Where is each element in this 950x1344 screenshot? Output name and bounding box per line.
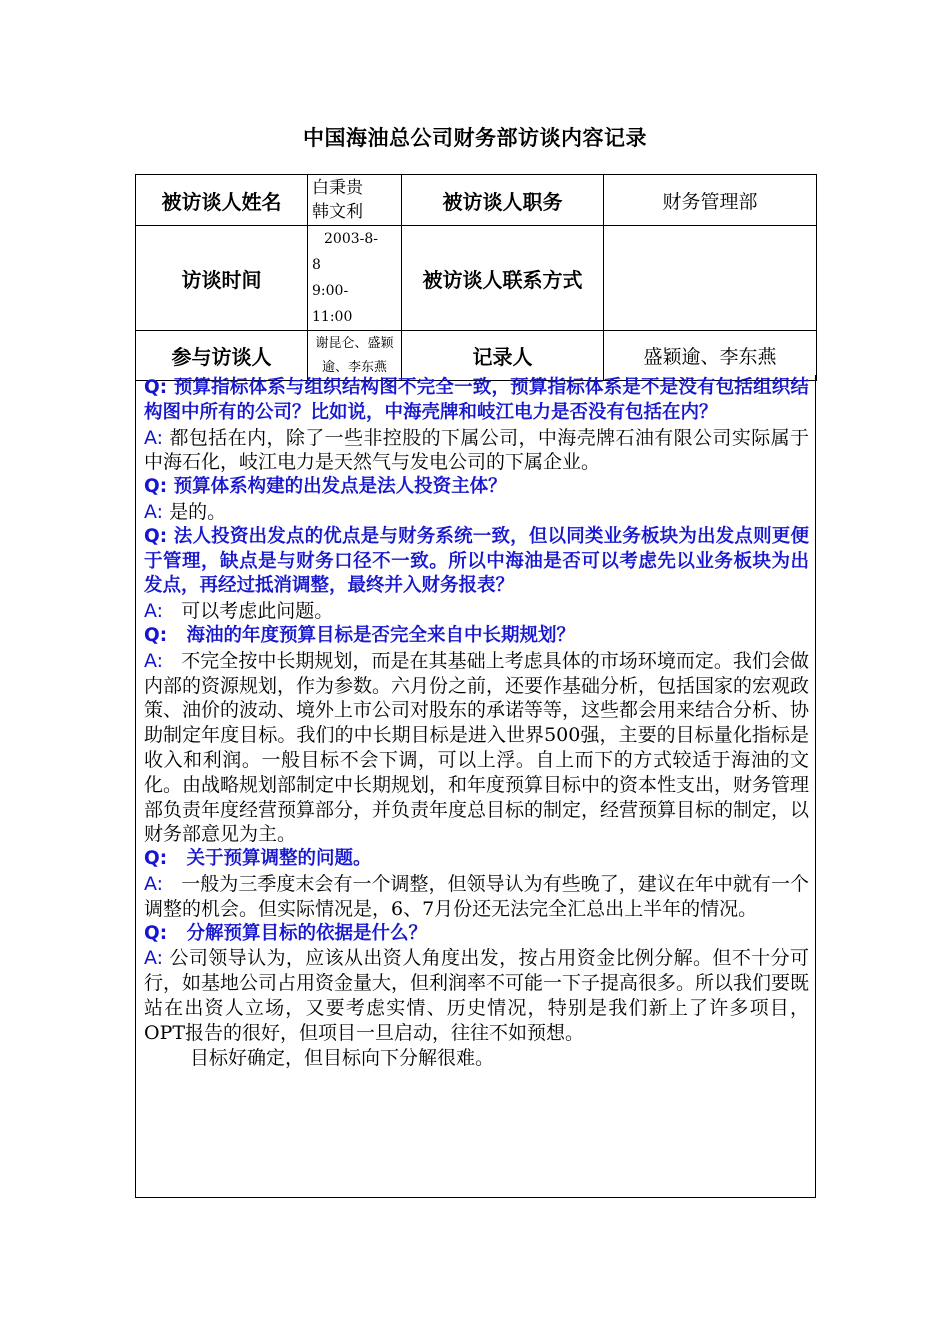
a-mark: A: xyxy=(144,600,164,623)
answer-text: 一般为三季度末会有一个调整，但领导认为有些晚了，建议在年中就有一个调整的机会。但实际情况是，6、7月份还无法完全汇总出上半年的情况。 xyxy=(144,872,809,920)
a-mark: A: xyxy=(144,426,164,449)
interview-time-line-1: 9:00- xyxy=(312,283,349,299)
participants-line-2: 逾、李东燕 xyxy=(321,359,387,375)
question-text: 分解预算目标的依据是什么？ xyxy=(186,922,427,944)
answer-3 xyxy=(144,599,809,624)
question-text: 预算体系构建的出发点是法人投资主体？ xyxy=(173,476,507,498)
answer-text: 可以考虑此问题。 xyxy=(181,600,334,623)
q-mark: Q: xyxy=(144,922,168,944)
participants-label: 参与访谈人 xyxy=(136,331,308,381)
interviewee-position-label: 被访谈人职务 xyxy=(402,175,604,226)
contact-label: 被访谈人联系方式 xyxy=(402,226,604,331)
interview-time-line-2: 11:00 xyxy=(312,309,353,325)
answer-6 xyxy=(144,946,809,1045)
interviewee-names xyxy=(308,175,402,226)
question-text: 法人投资出发点的优点是与财务系统一致，但以同类业务板块为出发点则更便于管理，缺点是与财务口径不一致。所以中海油是否可以考虑先以业务板块为出发点，再经过抵消调整，最终并入财务报表？ xyxy=(144,525,809,597)
interview-info-table xyxy=(135,174,817,381)
answer-text: 都包括在内，除了一些非控股的下属公司，中海壳牌石油有限公司实际属于中海石化，岐江电力是天然气与发电公司的下属企业。 xyxy=(144,426,809,474)
contact-value xyxy=(604,226,817,331)
answer-2 xyxy=(144,500,809,525)
answer-1 xyxy=(144,426,809,476)
question-text: 关于预算调整的问题。 xyxy=(186,848,372,870)
question-2 xyxy=(144,475,809,500)
question-text: 预算指标体系与组织结构图不完全一致，预算指标体系是不是没有包括组织结构图中所有的公司？比如说，中海壳牌和岐江电力是否没有包括在内？ xyxy=(144,377,809,423)
question-6 xyxy=(144,922,809,947)
closing-note: 目标好确定，但目标向下分解很难。 xyxy=(190,1046,495,1069)
qa-section xyxy=(135,375,816,1198)
question-3 xyxy=(144,525,809,599)
a-mark: A: xyxy=(144,649,164,672)
q-mark: Q: xyxy=(144,476,168,498)
interviewee-position: 财务管理部 xyxy=(604,175,817,226)
answer-5 xyxy=(144,872,809,922)
interview-date-line-2: 8 xyxy=(312,257,321,273)
question-text: 海油的年度预算目标是否完全来自中长期规划？ xyxy=(186,624,575,646)
question-5 xyxy=(144,847,809,872)
page-title: 中国海油总公司财务部访谈内容记录 xyxy=(303,126,647,150)
q-mark: Q: xyxy=(144,624,168,646)
answer-text: 不完全按中长期规划，而是在其基础上考虑具体的市场环境而定。我们会做内部的资源规划，作为参数。六月份之前，还要作基础分析，包括国家的宏观政策、油价的波动、境外上市公司对股东的承诺等等，这些都会用来结合分析、协助制定年度目标。我们的中长期目标是进入世界500强，主要的目标量化指标是收入和利润。一般目标不会下调，可以上浮。自上而下的方式较适于海油的文化。由战略规划部制定中长期规划，和年度预算目标中的资本性支出，财务管理部负责年度经营预算部分，并负责年度总目标的制定，经营预算目标的制定，以财务部意见为主。 xyxy=(144,649,810,846)
interview-date-line-1: 2003-8- xyxy=(324,231,378,247)
question-4 xyxy=(144,624,809,649)
q-mark: Q: xyxy=(144,848,168,870)
interview-time xyxy=(308,226,402,331)
a-mark: A: xyxy=(144,947,164,970)
interviewee-name-label: 被访谈人姓名 xyxy=(136,175,308,226)
interview-time-label: 访谈时间 xyxy=(136,226,308,331)
q-mark: Q: xyxy=(144,525,168,547)
answer-text: 公司领导认为，应该从出资人角度出发，按占用资金比例分解。但不十分可行，如基地公司占用资金量大，但利润率不可能一下子提高很多。所以我们要既站在出资人立场，又要考虑实情、历史情况，特别是我们新上了许多项目，OPT报告的很好，但项目一旦启动，往往不如预想。 xyxy=(144,947,810,1044)
answer-text: 是的。 xyxy=(169,500,227,523)
participants-line-1: 谢昆仑、盛颖 xyxy=(315,335,394,351)
interviewee-name-1: 白秉贵 xyxy=(312,178,363,198)
recorder: 盛颖逾、李东燕 xyxy=(604,331,817,381)
a-mark: A: xyxy=(144,872,164,895)
recorder-label: 记录人 xyxy=(402,331,604,381)
participants xyxy=(308,331,402,381)
q-mark: Q: xyxy=(144,377,168,398)
answer-4 xyxy=(144,649,809,847)
interviewee-name-2: 韩文利 xyxy=(312,202,363,222)
question-1 xyxy=(144,376,809,426)
a-mark: A: xyxy=(144,500,164,523)
